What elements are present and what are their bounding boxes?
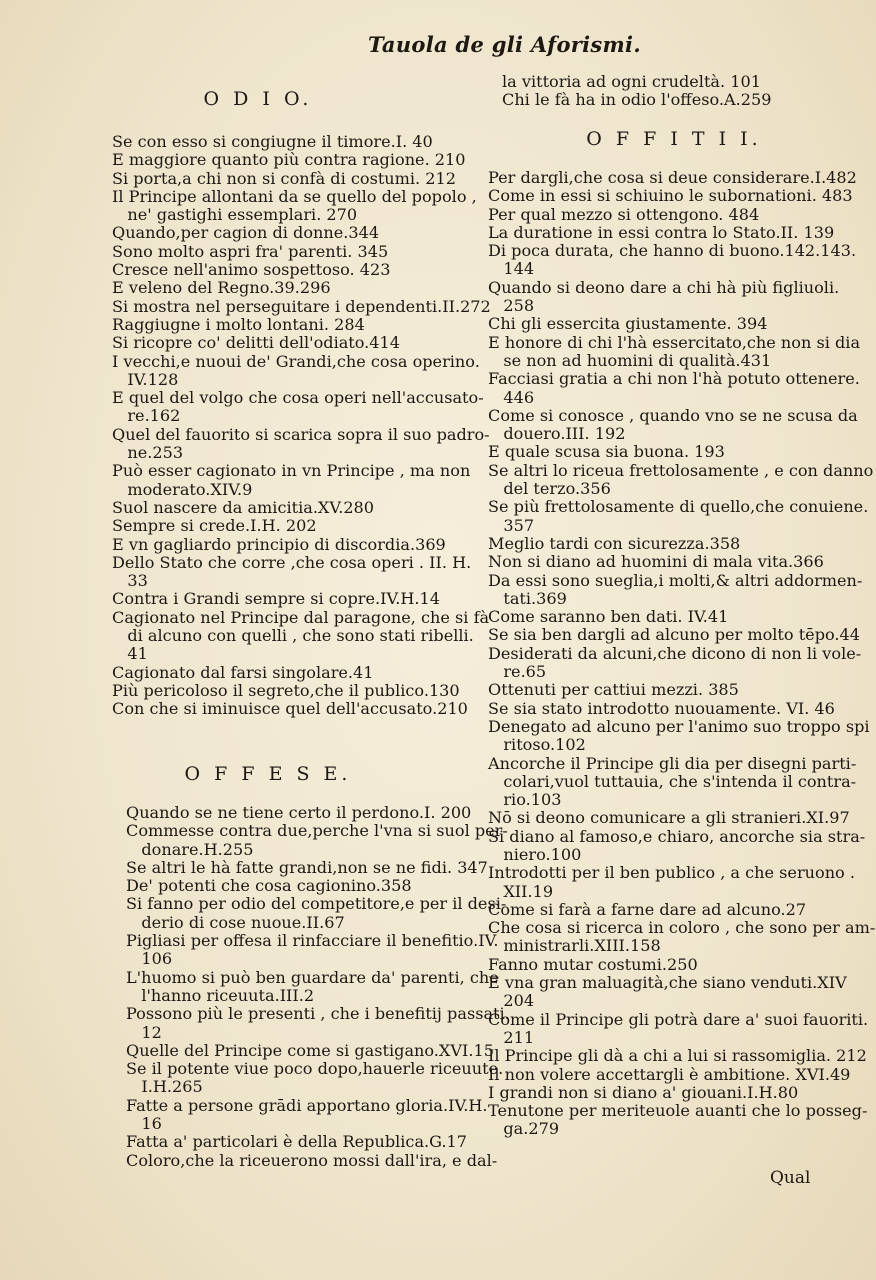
index-entry-line: Facciasi gratia a chi non l'hà potuto ottenere. [488, 369, 860, 389]
index-entry-line: Sempre si crede.I.H. 202 [112, 516, 317, 536]
index-entry-line: Come si conosce , quando vno se ne scusa da [488, 405, 858, 425]
index-entry-line: Come si farà a farne dare ad alcuno.27 [488, 899, 807, 919]
continuation-entries [502, 73, 772, 110]
index-entry-line: ritoso.102 [488, 735, 586, 755]
index-entry-line: Si mostra nel perseguitare i dependenti.II.272 [112, 296, 491, 316]
index-entry-line: re.65 [488, 662, 547, 682]
index-entry-line: Tenutone per meriteuole auanti che lo posseg- [488, 1101, 868, 1121]
index-entry-line: Se sia ben dargli ad alcuno per molto tēpo.44 [488, 625, 860, 645]
index-entry-line: Dello Stato che corre ,che cosa operi . II. H. [112, 552, 472, 572]
index-entry-line: derio di cose nuoue.II.67 [126, 912, 345, 932]
index-entry-line: Chi le fà ha in odio l'offeso.A.259 [502, 90, 772, 110]
index-entry-line: Per dargli,che cosa si deue considerare.I.482 [488, 168, 857, 187]
index-entry-line: Nō si deono comunicare a gli stranieri.XI.97 [488, 808, 850, 828]
index-entry-line: Possono più le presenti , che i benefitij passati. [126, 1004, 510, 1024]
index-entry-line: Quel del fauorito si scarica sopra il suo padro- [112, 424, 490, 444]
index-entry-line: 16 [126, 1114, 162, 1134]
index-entry-line: Si porta,a chi non si confà di costumi. 212 [112, 168, 457, 188]
index-entry-line: 357 [488, 515, 535, 535]
index-entry-line: Pigliasi per offesa il rinfacciare il benefitio.IV. [126, 931, 499, 951]
index-entry-line: niero.100 [488, 844, 582, 864]
index-entry-line: 41 [112, 644, 148, 664]
index-entry-line: Se il potente viue poco dopo,hauerle riceuute. [126, 1059, 504, 1079]
index-entry-line: ga.279 [488, 1119, 560, 1139]
index-entry-line: Desiderati da alcuni,che dicono di non li vole- [488, 643, 862, 663]
section-offitii-entries [488, 169, 875, 1139]
index-entry-line: Quando se ne tiene certo il perdono.I. 200 [126, 803, 472, 822]
index-entry-line: Come il Principe gli potrà dare a' suoi fauoriti. [488, 1009, 869, 1029]
index-entry-line: Cagionato nel Principe dal paragone, che si fà [112, 607, 490, 627]
index-entry-line: Il Principe allontani da se quello del popolo , [112, 186, 477, 206]
section-title-offitii: O F F I T I I. [586, 128, 762, 150]
index-entry-line: E quel del volgo che cosa operi nell'accusato- [112, 388, 484, 408]
index-entry-line: Se altri lo riceua frettolosamente , e con danno [488, 460, 874, 480]
index-entry-line: Coloro,che la riceuerono mossi dall'ira, e dal- [126, 1150, 498, 1170]
index-entry-line: douero.III. 192 [488, 424, 626, 444]
index-entry-line: del terzo.356 [488, 479, 611, 499]
index-entry-line: Si fanno per odio del competitore,e per il desi- [126, 894, 507, 914]
index-entry-line: Quando si deono dare a chi hà più figliuoli. [488, 277, 840, 297]
index-entry-line: se non ad huomini di qualità.431 [488, 350, 772, 370]
index-entry-line: 106 [126, 949, 173, 969]
index-entry-line: Fatte a persone grādi apportano gloria.IV.H. [126, 1095, 488, 1115]
index-entry-line: moderato.XIV.9 [112, 479, 253, 499]
index-entry-line: I vecchi,e nuoui de' Grandi,che cosa operino. [112, 351, 480, 371]
index-entry-line: L'huomo si può ben guardare da' parenti, che [126, 967, 499, 987]
index-entry-line: Che cosa si ricerca in coloro , che sono per am- [488, 918, 876, 938]
index-entry-line: donare.H.255 [126, 839, 254, 859]
index-entry-line: E maggiore quanto più contra ragione. 210 [112, 150, 466, 170]
index-entry-line: Contra i Grandi sempre si copre.IV.H.14 [112, 589, 441, 609]
index-entry-line: ne' gastighi essemplari. 270 [112, 205, 358, 225]
running-header: Tauola de gli Aforismi. [368, 32, 641, 57]
index-entry-line: Denegato ad alcuno per l'animo suo troppo spi [488, 716, 870, 736]
index-entry-line: Il Principe gli dà a chi a lui si rassomiglia. 212 [488, 1046, 867, 1066]
index-entry-line: Se sia stato introdotto nuouamente. VI. 46 [488, 698, 835, 718]
index-entry-line: Ancorche il Principe gli dia per disegni parti- [488, 753, 857, 773]
index-entry-line: Quelle del Principe come si gastigano.XVI.15 [126, 1040, 494, 1060]
index-entry-line: 144 [488, 259, 535, 279]
index-entry-line: Fatta a' particolari è della Republica.G.17 [126, 1132, 468, 1152]
index-entry-line: 446 [488, 387, 535, 407]
index-entry-line: E vna gran maluagità,che siano venduti.XIV [488, 973, 847, 993]
index-entry-line: Può esser cagionato in vn Principe , ma non [112, 461, 471, 481]
index-entry-line: I.H.265 [126, 1077, 203, 1097]
index-entry-line: Suol nascere da amicitia.XV.280 [112, 497, 375, 517]
section-offese-entries [126, 804, 510, 1170]
index-entry-line: 211 [488, 1027, 535, 1047]
index-entry-line: I grandi non si diano a' giouani.I.H.80 [488, 1082, 799, 1102]
index-entry-line: Si ricopre co' delitti dell'odiato.414 [112, 333, 401, 353]
index-entry-line: ministrarli.XIII.158 [488, 936, 661, 956]
index-entry-line: Cresce nell'animo sospettoso. 423 [112, 260, 391, 280]
index-entry-line: Cagionato dal farsi singolare.41 [112, 662, 374, 682]
index-entry-line: Come in essi si schiuino le subornationi. 483 [488, 186, 853, 206]
index-entry-line: Commesse contra due,perche l'vna si suol per- [126, 821, 508, 841]
index-entry-line: Più pericoloso il segreto,che il publico.130 [112, 680, 460, 700]
index-entry-line: rio.103 [488, 790, 562, 810]
index-entry-line: Con che si iminuisce quel dell'accusato.210 [112, 699, 468, 719]
index-entry-line: Non si diano ad huomini di mala vita.366 [488, 552, 824, 572]
catchword: Qual [770, 1168, 811, 1188]
index-entry-line: tati.369 [488, 588, 567, 608]
index-entry-line: ne.253 [112, 443, 184, 463]
index-entry-line: E quale scusa sia buona. 193 [488, 442, 725, 462]
index-entry-line: 12 [126, 1022, 162, 1042]
index-entry-line: XII.19 [488, 881, 554, 901]
index-entry-line: E honore di chi l'hà essercitato,che non si dia [488, 332, 861, 352]
index-entry-line: Quando,per cagion di donne.344 [112, 223, 380, 243]
index-entry-line: di alcuno con quelli , che sono stati ribelli. [112, 626, 474, 646]
section-odio-entries [112, 133, 491, 719]
index-entry-line: Si diano al famoso,e chiaro, ancorche sia stra- [488, 826, 866, 846]
index-entry-line: Come saranno ben dati. IV.41 [488, 607, 729, 627]
index-entry-line: l'hanno riceuuta.III.2 [126, 985, 315, 1005]
index-entry-line: Se più frettolosamente di quello,che conuiene. [488, 497, 869, 517]
section-title-offese: O F F E S E. [184, 763, 352, 785]
index-entry-line: re.162 [112, 406, 181, 426]
index-entry-line: 33 [112, 571, 148, 591]
index-entry-line: colari,vuol tuttauia, che s'intenda il contra- [488, 771, 857, 791]
index-entry-line: Se con esso si congiugne il timore.I. 40 [112, 132, 433, 151]
index-entry-line: La duratione in essi contra lo Stato.II. 139 [488, 222, 835, 242]
index-entry-line: Raggiugne i molto lontani. 284 [112, 314, 365, 334]
index-entry-line: Meglio tardi con sicurezza.358 [488, 533, 741, 553]
index-entry-line: Il non volere accettargli è ambitione. XVI.49 [488, 1064, 851, 1084]
index-entry-line: 204 [488, 991, 535, 1011]
index-entry-line: Introdotti per il ben publico , a che seruono . [488, 863, 855, 883]
index-entry-line: Sono molto aspri fra' parenti. 345 [112, 241, 389, 261]
index-entry-line: Ottenuti per cattiui mezzi. 385 [488, 680, 739, 700]
index-entry-line: IV.128 [112, 369, 179, 389]
index-entry-line: Se altri le hà fatte grandi,non se ne fidi. 347 [126, 857, 488, 877]
index-entry-line: De' potenti che cosa cagionino.358 [126, 876, 412, 896]
index-entry-line: Per qual mezzo si ottengono. 484 [488, 204, 760, 224]
index-entry-line: E veleno del Regno.39.296 [112, 278, 331, 298]
index-entry-line: Da essi sono sueglia,i molti,& altri addormen- [488, 570, 863, 590]
index-entry-line: Fanno mutar costumi.250 [488, 954, 698, 974]
index-entry-line: Chi gli essercita giustamente. 394 [488, 314, 768, 334]
index-entry-line: E vn gagliardo principio di discordia.369 [112, 534, 446, 554]
index-entry-line: Di poca durata, che hanno di buono.142.143. [488, 241, 857, 261]
section-title-odio: O D I O. [203, 88, 313, 110]
index-entry-line: la vittoria ad ogni crudeltà. 101 [502, 72, 761, 91]
index-entry-line: 258 [488, 296, 535, 316]
